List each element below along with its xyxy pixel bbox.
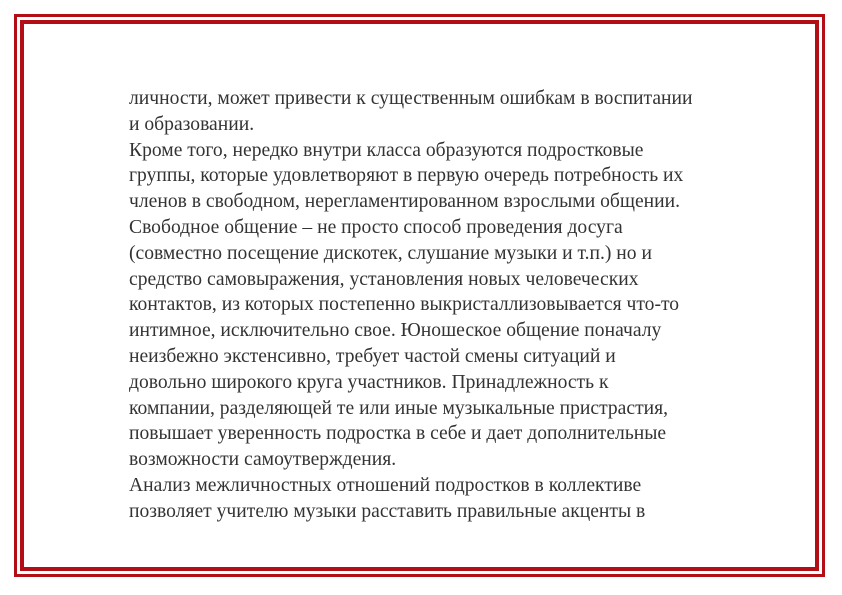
text-line: интимное, исключительно свое. Юношеское общение поначалу — [129, 320, 662, 342]
text-line: возможности самоутверждения. — [129, 449, 397, 471]
text-line: контактов, из которых постепенно выкристаллизовывается что-то — [129, 294, 680, 316]
text-line: Свободное общение – не просто способ проведения досуга — [129, 216, 623, 238]
text-line: группы, которые удовлетворяют в первую очередь потребность их — [129, 165, 684, 187]
text-line: средство самовыражения, установления новых человеческих — [129, 268, 639, 290]
text-line: Анализ межличностных отношений подростков в коллективе — [129, 474, 642, 496]
text-line: компании, разделяющей те или иные музыкальные пристрастия, — [129, 397, 669, 419]
text-line: членов в свободном, нерегламентированном взрослыми общении. — [129, 191, 680, 213]
text-line: и образовании. — [129, 113, 255, 135]
text-line: позволяет учителю музыки расставить правильные акценты в — [129, 500, 646, 522]
text-line: личности, может привести к существенным ошибкам в воспитании — [129, 88, 693, 109]
slide-body-text — [129, 86, 769, 525]
text-line: неизбежно экстенсивно, требует частой смены ситуаций и — [129, 345, 616, 367]
text-line: (совместно посещение дискотек, слушание музыки и т.п.) но и — [129, 242, 652, 264]
text-line: довольно широкого круга участников. Принадлежность к — [129, 371, 609, 393]
text-line: Кроме того, нередко внутри класса образуются подростковые — [129, 139, 644, 161]
text-line: повышает уверенность подростка в себе и дает дополнительные — [129, 423, 667, 445]
